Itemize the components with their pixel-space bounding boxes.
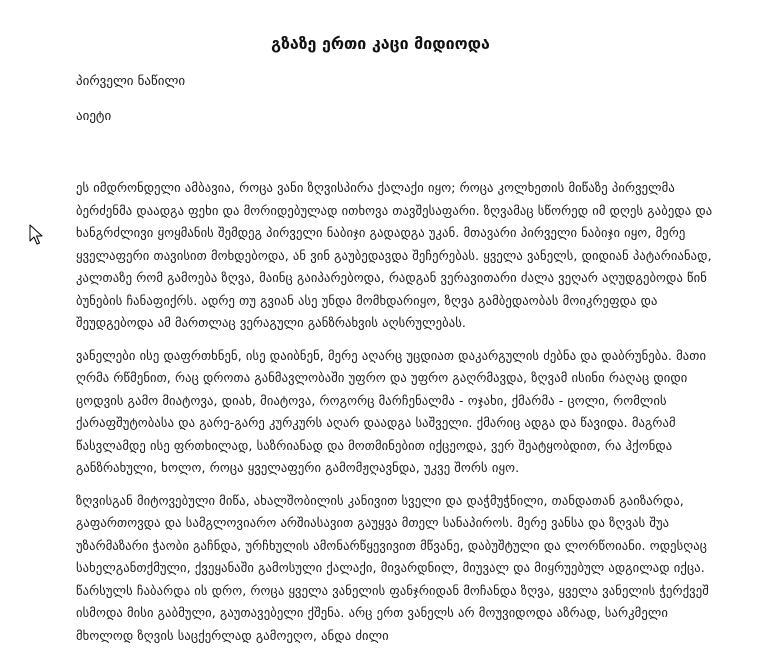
paragraph-2: ვანელები ისე დაფრთხნენ, ისე დაიბნენ, მერე აღარც უცდიათ დაკარგულის ძებნა და დაბრუნება. მათი ღრმა რწმენით, რაც დროთა განმავლობაში უფრო და უფრო გაღრმავდა, ზღვამ ისინი რაღაც დიდი ცოდვის გამო მიატოვა, დიახ, მიატოვა, როგორც მარჩენალმა - ოჯახი, ქმარმა - ცოლი, რომლის ქარაფშუტობასა და გარე-გარე კურკურს აღარ დაადგა საშველი. ქმარიც ადგა და წავიდა. მაგრამ წასვლამდე ისე ფრთხილად, საზრიანად და მოთმინებით იქცეოდა, ვერ შეატყობდით, რა ჰქონდა განზრახული, ხოლო, როცა ყველაფერი გამომჟღავნდა, უკვე შორს იყო.: [76, 347, 707, 475]
body-text: [76, 177, 720, 657]
author-name: აიეტი: [76, 109, 112, 124]
mouse-pointer-icon: [29, 224, 43, 246]
paragraph-1: ეს იმდრონდელი ამბავია, როცა ვანი ზღვისპირა ქალაქი იყო; როცა კოლხეთის მიწაზე პირველმა ბერძენმა დაადგა ფეხი და მორიდებულად ითხოვა თავშესაფარი. ზღვამაც სწორედ იმ დღეს გაბედა და ხანგრძლივი ყოყმანის შემდეგ პირველი ნაბიჯი გადადგა უკან. მთავარი პირველი ნაბიჯი იყო, მერე ყველაფერი თავისით მოხდებოდა, ან ვინ გაუბედავდა შეჩერებას. ყველა ვანელს, დიდიან პატარიანად, კალთაზე რომ გამოება ზღვა, მაინც გაიპარებოდა, რადგან ვერავითარი ძალა ვეღარ აღუდგებოდა წინ ბუნების ჩანაფიქრს. ადრე თუ გვიან ასე უნდა მომხდარიყო, ზღვა გამბედაობას მოიკრეფდა და შეუდგებოდა ამ მართლაც ვერაგული განზრახვის აღსრულებას.: [76, 180, 713, 330]
paragraph-3: ზღვისგან მიტოვებული მიწა, ახალშობილის კანივით სველი და დაჭმუჭნილი, თანდათან გაიზარდა, გაფართოვდა და სამგლოვიარო არშიასავით გაუყვა მთელ სანაპიროს. მერე ვანსა და ზღვას შუა უზარმაზარი ჭაობი გაჩნდა, ურჩხულის ამონარწყევივით მწვანე, დაბუშტული და ლორწოიანი. ოდესღაც სახელგანთქმული, ქვეყანაში გამოსული ქალაქი, მივარდნილ, მიუვალ და მიყრუებულ ადგილად იქცა. წარსულს ჩაბარდა ის დრო, როცა ყველა ვანელის ფანჯრიდან მოჩანდა ზღვა, ყველა ვანელის ჭერქვეშ ისმოდა მისი გაბმული, გაუთავებელი ქშენა. არც ერთ ვანელს არ მოუვიდოდა აზრად, სარკმელი მხოლოდ ზღვის საცქერლად გამოეღო, ანდა ძილი: [76, 492, 709, 643]
page-title: გზაზე ერთი კაცი მიდიოდა: [271, 34, 490, 53]
section-heading: პირველი ნაწილი: [76, 74, 186, 89]
